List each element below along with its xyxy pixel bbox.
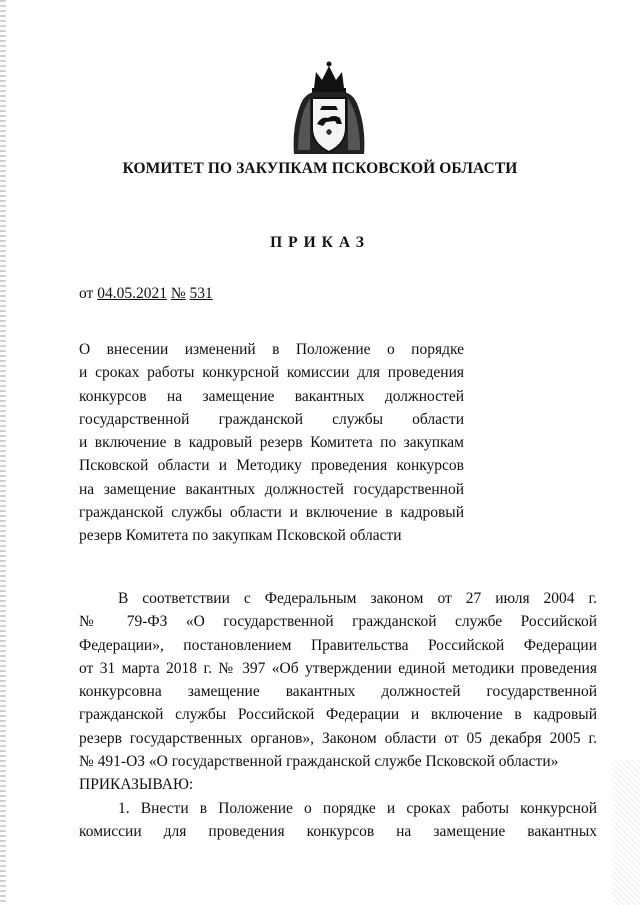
order-number: 531 xyxy=(189,285,213,302)
body-line: гражданской службы Российской Федерации и включение в кадровый xyxy=(79,706,597,724)
body-line: Федерации», постановлением Правительства Российской Федерации xyxy=(79,636,597,654)
subject-line: государственной гражданской службы области xyxy=(79,410,464,428)
committee-title: КОМИТЕТ ПО ЗАКУПКАМ ПСКОВСКОЙ ОБЛАСТИ xyxy=(122,160,518,177)
subject-line: конкурсов на замещение вакантных должностей xyxy=(79,387,464,405)
body-line: № 491-ОЗ «О государственной гражданской службе Псковской области» xyxy=(79,753,559,771)
body-line: В соответствии с Федеральным законом от 27 июля 2004 г. xyxy=(118,590,597,607)
subject-line: Псковской области и Методику проведения конкурсов xyxy=(79,457,464,475)
subject-line: гражданской службы области и включение в кадровый xyxy=(79,504,464,522)
subject-line: на замещение вакантных должностей государственной xyxy=(79,480,464,498)
body-line: № 79-ФЗ «О государственной гражданской службе Российской xyxy=(79,613,597,631)
clause-1-line: комиссии для проведения конкурсов на замещение вакантных xyxy=(79,822,597,840)
body-line: конкурсовна замещение вакантных должностей государственной xyxy=(79,683,597,701)
scan-edge-left xyxy=(0,0,6,905)
scan-noise-right xyxy=(612,760,640,905)
order-subject xyxy=(79,338,464,548)
document-type-heading: ПРИКАЗ xyxy=(270,234,370,251)
order-date-line xyxy=(79,285,213,303)
clause-1-line: 1. Внести в Положение о порядке и сроках работы конкурсной xyxy=(118,799,597,817)
subject-line: резерв Комитета по закупкам Псковской области xyxy=(79,527,402,545)
order-body xyxy=(79,587,597,843)
body-line: резерв государственных органов», Законом области от 05 декабря 2005 г. xyxy=(79,729,597,747)
subject-line: и сроках работы конкурсной комиссии для проведения xyxy=(79,364,464,382)
subject-line: О внесении изменений в Положение о порядке xyxy=(79,341,464,358)
number-sign: № xyxy=(170,285,186,302)
pskov-coat-of-arms-emblem xyxy=(290,58,368,158)
order-date: 04.05.2021 xyxy=(97,285,167,302)
subject-line: и включение в кадровый резерв Комитета по закупкам xyxy=(79,434,464,452)
body-line: от 31 марта 2018 г. № 397 «Об утверждении единой методики проведения xyxy=(79,659,597,677)
date-prefix: от xyxy=(79,285,94,302)
orders-heading: ПРИКАЗЫВАЮ: xyxy=(79,776,194,794)
